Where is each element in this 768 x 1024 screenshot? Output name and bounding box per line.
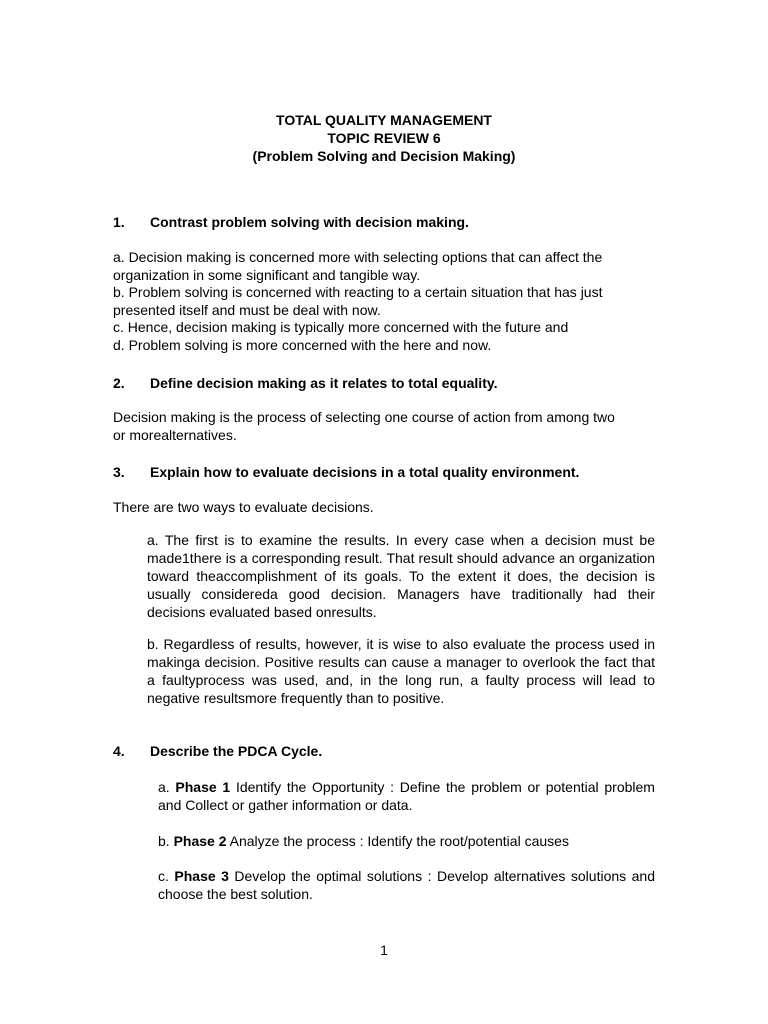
question-3-intro [113, 499, 653, 517]
phase-prefix: a. [158, 779, 176, 795]
phase-label: Phase 2 [173, 833, 227, 849]
question-number: 1. [113, 214, 125, 230]
answer-item: b. Problem solving is concerned with reacting to a certain situation that has just presented itself and must be deal with now. [113, 284, 603, 318]
pdca-phase-1 [158, 778, 655, 814]
answer-item: d. Problem solving is more concerned with the here and now. [113, 336, 492, 353]
answer-item: a. Decision making is concerned more with selecting options that can affect the organization in some significant and tangible way. [113, 249, 603, 283]
question-title: Define decision making as it relates to total equality. [150, 375, 498, 391]
answer-text: b. Regardless of results, however, it is wise to also evaluate the process used in makinga decision. Positive results can cause a manager to overlook the fact that a faultyprocess was used, and, in the long run, a faulty process will lead to negative resultsmore frequently than to positive. [147, 636, 655, 706]
question-3-item-b [147, 635, 655, 707]
pdca-phase-2 [158, 832, 655, 850]
question-title: Explain how to evaluate decisions in a total quality environment. [150, 464, 580, 480]
phase-text: Develop the optimal solutions : Develop alternatives solutions and choose the best solution. [158, 868, 655, 902]
doc-title: TOTAL QUALITY MANAGEMENT [276, 112, 492, 128]
question-3-item-a [147, 531, 655, 621]
question-2-answer [113, 409, 623, 444]
answer-text: a. The first is to examine the results. In every case when a decision must be made1there is a corresponding result. That result should advance an organization toward theaccomplishment of its goals. To the extent it does, the decision is usually considereda good decision. Managers have traditionally had their decisions evaluated based onresults. [147, 532, 655, 620]
phase-label: Phase 1 [175, 779, 231, 795]
answer-text: Decision making is the process of selecting one course of action from among two or morealternatives. [113, 409, 615, 443]
phase-text: Analyze the process : Identify the root/potential causes [226, 833, 569, 849]
phase-prefix: c. [158, 868, 175, 884]
question-number: 4. [113, 743, 125, 759]
question-4-heading [113, 742, 673, 760]
question-number: 2. [113, 375, 125, 391]
question-title: Describe the PDCA Cycle. [150, 743, 323, 759]
document-header [0, 111, 768, 165]
doc-topic: (Problem Solving and Decision Making) [252, 148, 516, 164]
pdca-phase-3 [158, 867, 655, 903]
question-2-heading [113, 374, 673, 392]
answer-text: There are two ways to evaluate decisions. [113, 499, 374, 515]
question-1-answer [113, 249, 653, 354]
phase-label: Phase 3 [174, 868, 229, 884]
phase-text: Identify the Opportunity : Define the problem or potential problem and Collect or gather information or data. [158, 779, 655, 813]
answer-item: c. Hence, decision making is typically more concerned with the future and [113, 319, 569, 335]
page-number: 1 [380, 942, 388, 958]
phase-prefix: b. [158, 833, 174, 849]
question-1-heading [113, 213, 673, 231]
question-title: Contrast problem solving with decision making. [150, 214, 469, 230]
question-3-heading [113, 463, 673, 481]
doc-subtitle: TOPIC REVIEW 6 [327, 130, 441, 146]
question-number: 3. [113, 464, 125, 480]
